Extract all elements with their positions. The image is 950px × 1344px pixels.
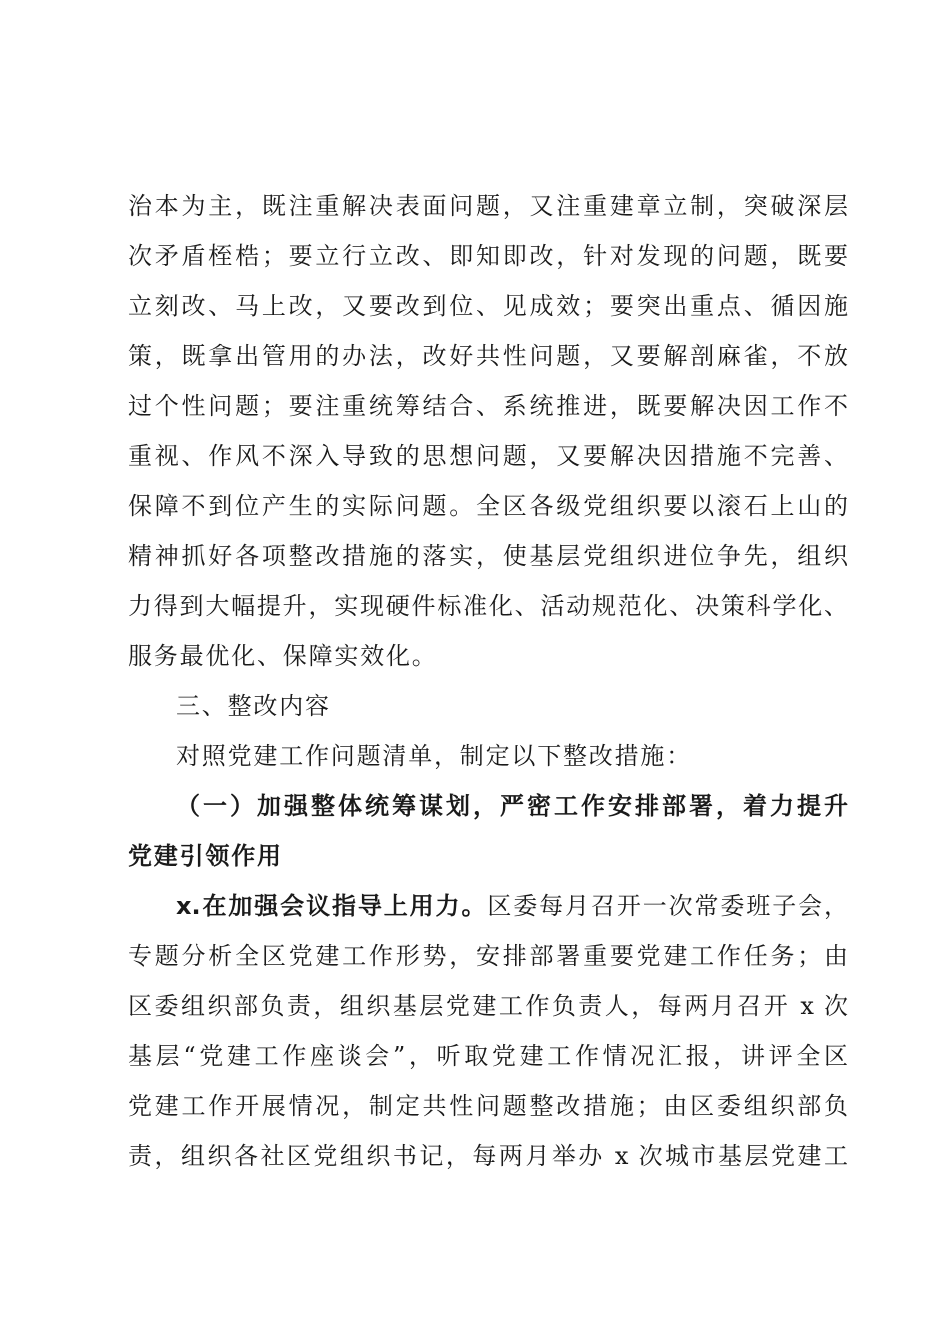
text-line: 重视、作风不深入导致的思想问题，又要解决因措施不完善、 (128, 442, 848, 470)
text-line: 策，既拿出管用的办法，改好共性问题，又要解剖麻雀，不放 (128, 342, 848, 370)
text-line: 保障不到位产生的实际问题。全区各级党组织要以滚石上山的 (128, 492, 848, 520)
item-1-first-line-rest: 区委每月召开一次常委班子会， (487, 892, 849, 920)
text-line: 治本为主，既注重解决表面问题，又注重建章立制，突破深层 (128, 192, 848, 220)
paragraph-continuation (128, 181, 848, 681)
document-body (128, 181, 848, 1181)
text-line: 立刻改、马上改，又要改到位、见成效；要突出重点、循因施 (128, 292, 848, 320)
text-line: 精神抓好各项整改措施的落实，使基层党组织进位争先，组织 (128, 542, 848, 570)
subheading (128, 781, 848, 881)
text-line: 过个性问题；要注重统筹结合、系统推进，既要解决因工作不 (128, 392, 848, 420)
text-line: 区委组织部负责，组织基层党建工作负责人，每两月召开 x 次 (128, 992, 848, 1020)
text-line: 服务最优化、保障实效化。 (128, 642, 438, 670)
item-1-first-line (128, 881, 848, 931)
section-heading: 三、整改内容 (176, 692, 331, 720)
text-line: 责，组织各社区党组织书记，每两月举办 x 次城市基层党建工 (128, 1142, 848, 1170)
text-line: 力得到大幅提升，实现硬件标准化、活动规范化、决策科学化、 (128, 592, 848, 620)
intro-sentence: 对照党建工作问题清单，制定以下整改措施： (176, 742, 692, 770)
item-1-paragraph (128, 881, 848, 1181)
text-line: 次矛盾桎梏；要立行立改、即知即改，针对发现的问题，既要 (128, 242, 848, 270)
subheading-line: （一）加强整体统筹谋划，严密工作安排部署，着力提升 (176, 792, 848, 820)
text-line: 基层“党建工作座谈会”，听取党建工作情况汇报，讲评全区 (128, 1042, 848, 1070)
subheading-line: 党建引领作用 (128, 842, 283, 870)
text-line: 专题分析全区党建工作形势，安排部署重要党建工作任务；由 (128, 942, 848, 970)
item-1-lead: x.在加强会议指导上用力。 (176, 892, 488, 920)
text-line: 党建工作开展情况，制定共性问题整改措施；由区委组织部负 (128, 1092, 848, 1120)
